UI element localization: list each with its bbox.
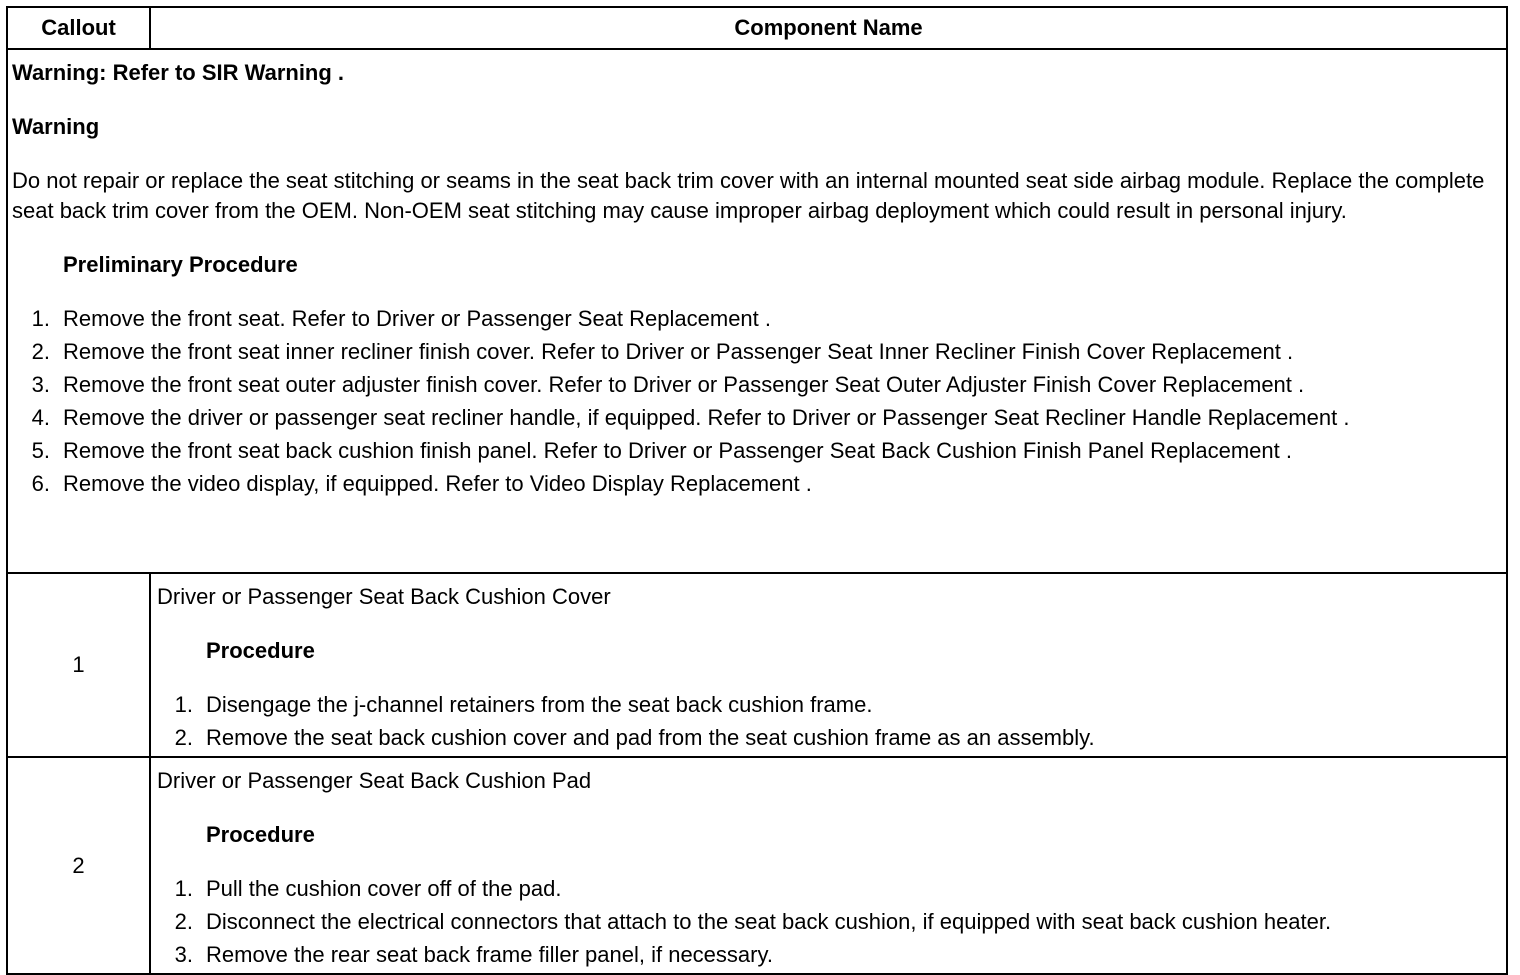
list-item [12, 370, 1502, 400]
preliminary-steps-list [12, 304, 1502, 499]
callout-number: 2 [7, 757, 150, 974]
warning-label: Warning [12, 114, 100, 139]
table-row [7, 573, 1507, 757]
list-item [157, 723, 1500, 753]
header-component-name: Component Name [150, 7, 1507, 49]
component-name: Driver or Passenger Seat Back Cushion Pad [157, 768, 592, 793]
list-item [12, 469, 1502, 499]
list-item [12, 403, 1502, 433]
warning-text: Do not repair or replace the seat stitching or seams in the seat back trim cover with an internal mounted seat side airbag module. Replace the complete seat back trim cover from the OEM. Non-OEM seat stitching may cause improper airbag deployment which could result in personal injury. [12, 168, 1485, 223]
step-number: 6. [31, 471, 50, 496]
procedure-title: Procedure [206, 822, 315, 847]
step-number: 4. [31, 405, 50, 430]
step-number: 2. [174, 725, 193, 750]
step-number: 3. [31, 372, 50, 397]
procedure-steps-list [157, 690, 1500, 753]
step-text[interactable]: Remove the front seat back cushion finish panel. Refer to Driver or Passenger Seat Back Cushion Finish Panel Replacement . [63, 438, 1292, 463]
list-item [157, 874, 1500, 904]
component-cell [150, 757, 1507, 974]
step-text[interactable]: Remove the front seat. Refer to Driver or Passenger Seat Replacement . [63, 306, 771, 331]
step-text[interactable]: Remove the driver or passenger seat recliner handle, if equipped. Refer to Driver or Passenger Seat Recliner Handle Replacement . [63, 405, 1350, 430]
list-item [12, 436, 1502, 466]
procedure-title: Procedure [206, 638, 315, 663]
step-number: 2. [31, 339, 50, 364]
step-text: Remove the seat back cushion cover and pad from the seat cushion frame as an assembly. [206, 725, 1095, 750]
procedure-steps-list [157, 874, 1500, 970]
step-text: Disconnect the electrical connectors that attach to the seat back cushion, if equipped with seat back cushion heater. [206, 909, 1332, 934]
step-number: 1. [31, 306, 50, 331]
component-table [6, 6, 1508, 975]
step-text[interactable]: Remove the video display, if equipped. Refer to Video Display Replacement . [63, 471, 812, 496]
list-item [12, 304, 1502, 334]
step-number: 1. [174, 876, 193, 901]
sir-warning-reference[interactable]: Warning: Refer to SIR Warning . [12, 60, 345, 85]
step-text: Disengage the j-channel retainers from the seat back cushion frame. [206, 692, 873, 717]
step-text[interactable]: Remove the front seat outer adjuster finish cover. Refer to Driver or Passenger Seat Outer Adjuster Finish Cover Replacement . [63, 372, 1305, 397]
header-callout: Callout [7, 7, 150, 49]
component-cell [150, 573, 1507, 757]
step-text: Remove the rear seat back frame filler panel, if necessary. [206, 942, 773, 967]
list-item [157, 690, 1500, 720]
component-name: Driver or Passenger Seat Back Cushion Cover [157, 584, 611, 609]
step-number: 2. [174, 909, 193, 934]
step-text[interactable]: Remove the front seat inner recliner finish cover. Refer to Driver or Passenger Seat Inner Recliner Finish Cover Replacement . [63, 339, 1294, 364]
preliminary-cell [7, 49, 1507, 573]
preliminary-procedure-title: Preliminary Procedure [63, 252, 298, 277]
step-text: Pull the cushion cover off of the pad. [206, 876, 562, 901]
step-number: 3. [174, 942, 193, 967]
step-number: 5. [31, 438, 50, 463]
list-item [12, 337, 1502, 367]
step-number: 1. [174, 692, 193, 717]
preliminary-row [7, 49, 1507, 573]
table-row [7, 757, 1507, 974]
list-item [157, 907, 1500, 937]
callout-number: 1 [7, 573, 150, 757]
table-header-row [7, 7, 1507, 49]
list-item [157, 940, 1500, 970]
